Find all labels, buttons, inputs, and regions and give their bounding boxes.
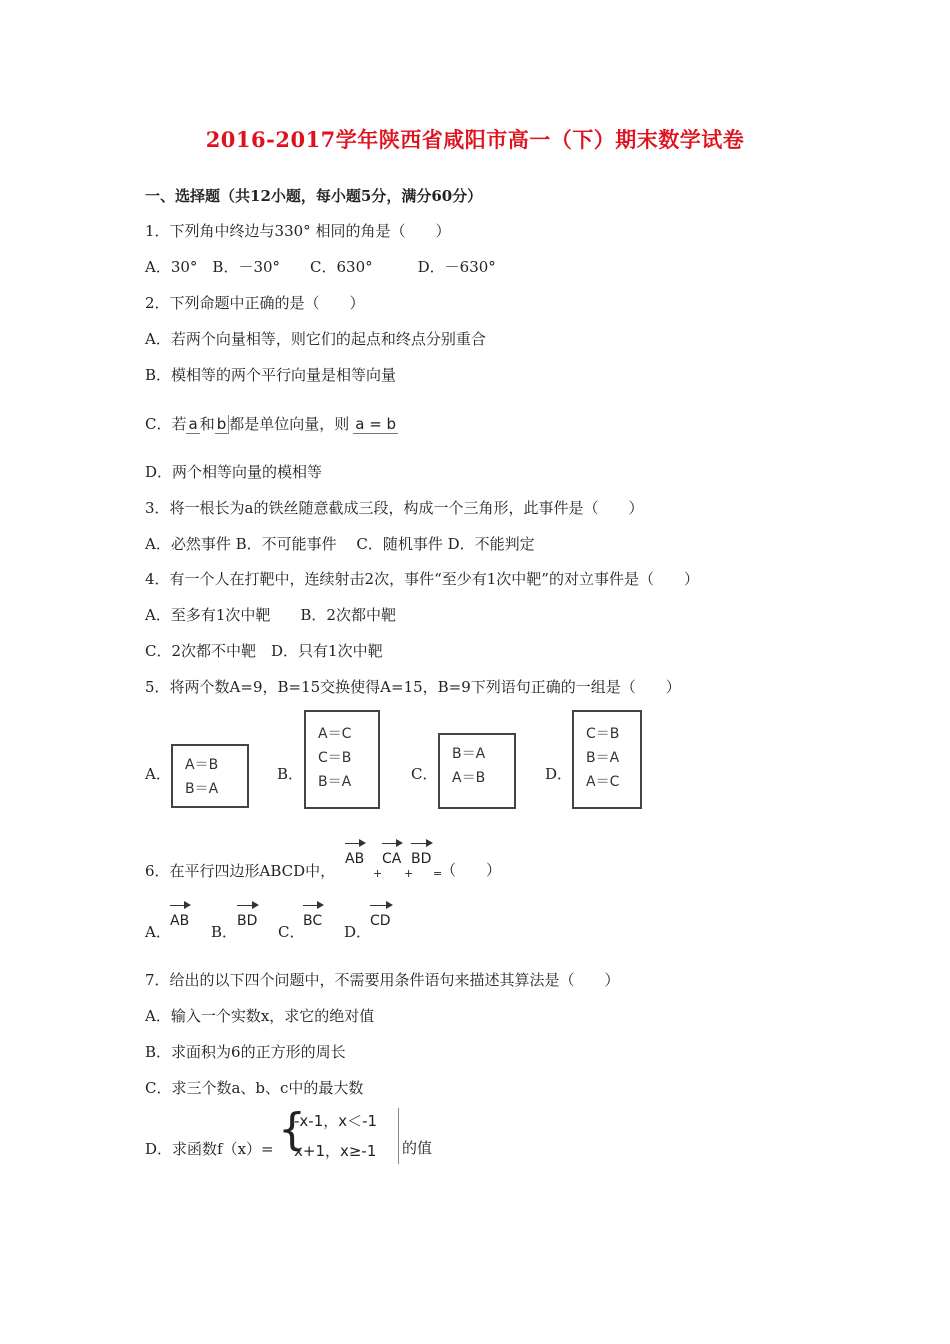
question-3-options: A．必然事件 B．不可能事件 C．随机事件 D．不能判定 bbox=[145, 535, 535, 553]
vector-label: CD bbox=[370, 913, 391, 929]
vector-arrow-icon bbox=[345, 843, 364, 850]
vector-b: b bbox=[215, 415, 230, 434]
question-2-option-a: A．若两个向量相等，则它们的起点和终点分别重合 bbox=[145, 330, 486, 348]
option-vector-cd bbox=[370, 905, 391, 929]
vector-equation: a = b bbox=[355, 415, 397, 433]
code-line: B＝A bbox=[586, 750, 620, 766]
question-7-option-a: A．输入一个实数x，求它的绝对值 bbox=[145, 1007, 375, 1025]
piecewise-case-1: -x-1，x＜-1 bbox=[294, 1112, 378, 1130]
question-5-label-b: B． bbox=[277, 765, 304, 783]
code-line: A＝B bbox=[452, 770, 486, 786]
option-c-middle: 都是单位向量，则 bbox=[229, 415, 350, 433]
code-line: A＝C bbox=[586, 774, 620, 790]
vector-a: a bbox=[188, 415, 198, 433]
question-2-option-b: B．模相等的两个平行向量是相等向量 bbox=[145, 366, 397, 384]
vector-label: BD bbox=[237, 913, 258, 929]
question-7-option-d-prefix: D．求函数f（x）= bbox=[145, 1140, 274, 1158]
vector-ca bbox=[382, 843, 401, 867]
option-vector-ab bbox=[170, 905, 189, 929]
question-6-label-b: B． bbox=[211, 923, 238, 941]
vector-arrow-icon bbox=[303, 905, 322, 912]
section-heading: 一、选择题（共12小题，每小题5分，满分60分） bbox=[145, 187, 483, 205]
question-1-options: A．30° B．－30° C．630° D．－630° bbox=[145, 258, 496, 276]
code-line: B＝A bbox=[452, 746, 486, 762]
question-5-stem: 5．将两个数A=9，B=15交换使得A=15，B=9下列语句正确的一组是（ ） bbox=[145, 678, 681, 696]
vector-arrow-icon bbox=[370, 905, 391, 912]
question-2-stem: 2．下列命题中正确的是（ ） bbox=[145, 294, 365, 312]
question-4-options-cd: C．2次都不中靶 D．只有1次中靶 bbox=[145, 642, 383, 660]
code-box-c bbox=[438, 733, 516, 809]
vector-arrow-icon bbox=[237, 905, 257, 912]
code-box-b bbox=[304, 710, 380, 809]
question-3-stem: 3．将一根长为a的铁丝随意截成三段，构成一个三角形，此事件是（ ） bbox=[145, 499, 644, 517]
answer-paren: （ ） bbox=[441, 861, 502, 879]
question-6-label-c: C． bbox=[278, 923, 305, 941]
page-title: 2016-2017学年陕西省咸阳市高一（下）期末数学试卷 bbox=[205, 127, 745, 152]
plus-sign: + bbox=[404, 867, 414, 880]
plus-sign: + bbox=[373, 867, 383, 880]
question-5-label-d: D． bbox=[545, 765, 573, 783]
option-vector-bc bbox=[303, 905, 322, 929]
vector-label: CA bbox=[382, 851, 402, 867]
piecewise-case-2: x+1，x≥-1 bbox=[294, 1142, 377, 1160]
code-box-d bbox=[572, 710, 642, 809]
left-brace-icon: { bbox=[278, 1104, 306, 1155]
question-6-label-d: D． bbox=[344, 923, 372, 941]
vector-arrow-icon bbox=[411, 843, 431, 850]
code-line: B＝A bbox=[185, 781, 219, 797]
equals-sign: = bbox=[433, 867, 443, 880]
vector-ab bbox=[345, 843, 364, 867]
question-5-label-a: A． bbox=[145, 765, 171, 783]
option-c-and: 和 bbox=[199, 415, 215, 433]
question-7-option-d-suffix: 的值 bbox=[402, 1139, 433, 1157]
question-2-option-c bbox=[145, 413, 398, 435]
question-1-stem: 1．下列角中终边与330° 相同的角是（ ） bbox=[145, 222, 451, 240]
code-line: A＝B bbox=[185, 757, 219, 773]
vector-arrow-icon bbox=[382, 843, 401, 850]
code-line: C＝B bbox=[318, 750, 352, 766]
vector-label: AB bbox=[345, 851, 365, 867]
question-6-label-a: A． bbox=[145, 923, 171, 941]
question-6-stem: 6．在平行四边形ABCD中， bbox=[145, 862, 336, 880]
vector-label: BC bbox=[303, 913, 323, 929]
question-7-option-b: B．求面积为6的正方形的周长 bbox=[145, 1043, 346, 1061]
option-c-prefix: C．若 bbox=[145, 415, 187, 433]
question-5-label-c: C． bbox=[411, 765, 438, 783]
question-7-option-c: C．求三个数a、b、c中的最大数 bbox=[145, 1079, 364, 1097]
vector-label: BD bbox=[411, 851, 432, 867]
code-line: A＝C bbox=[318, 726, 352, 742]
code-line: C＝B bbox=[586, 726, 620, 742]
code-box-a bbox=[171, 744, 249, 808]
question-4-options-ab: A．至多有1次中靶 B．2次都中靶 bbox=[145, 606, 396, 624]
vector-label: AB bbox=[170, 913, 190, 929]
question-2-option-d: D．两个相等向量的模相等 bbox=[145, 463, 323, 481]
option-vector-bd bbox=[237, 905, 257, 929]
code-line: B＝A bbox=[318, 774, 352, 790]
vector-arrow-icon bbox=[170, 905, 189, 912]
piecewise-divider bbox=[398, 1108, 399, 1164]
vector-bd bbox=[411, 843, 431, 867]
question-4-stem: 4．有一个人在打靶中，连续射击2次，事件“至少有1次中靶”的对立事件是（ ） bbox=[145, 570, 699, 588]
question-7-stem: 7．给出的以下四个问题中，不需要用条件语句来描述其算法是（ ） bbox=[145, 971, 620, 989]
